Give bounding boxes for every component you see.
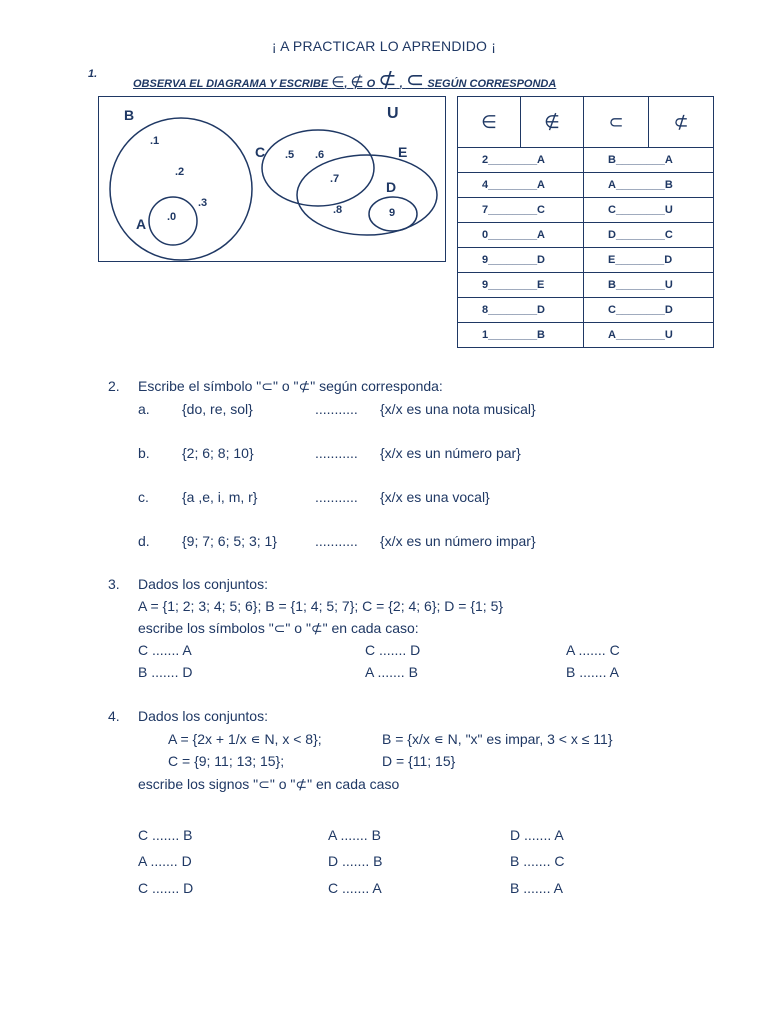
element-9: 9 bbox=[389, 207, 396, 219]
element-8: .8 bbox=[333, 204, 343, 216]
q2b-letter: b. bbox=[138, 445, 150, 461]
q4-instruction: escribe los signos "⊂" o "⊄" en cada caso bbox=[138, 776, 400, 792]
set-c-ellipse bbox=[262, 130, 374, 206]
q2c-blank[interactable]: ........... bbox=[315, 489, 358, 505]
q4-set-d: D = {11; 15} bbox=[382, 753, 456, 769]
q1-heading-end: SEGÚN CORRESPONDA bbox=[427, 78, 557, 90]
table-cell[interactable]: C________D bbox=[584, 298, 714, 323]
q4-item[interactable]: C ....... A bbox=[328, 880, 382, 896]
q4-item[interactable]: D ....... B bbox=[328, 853, 383, 869]
not-subset-symbol: ⊄ bbox=[378, 67, 397, 92]
set-b-circle bbox=[110, 118, 252, 260]
q2d-blank[interactable]: ........... bbox=[315, 533, 358, 549]
table-cell[interactable]: 7________C bbox=[458, 198, 584, 223]
table-cell[interactable]: D________C bbox=[584, 223, 714, 248]
q2a-blank[interactable]: ........... bbox=[315, 401, 358, 417]
q2b-blank[interactable]: ........... bbox=[315, 445, 358, 461]
header-subset: ⊂ bbox=[584, 97, 649, 147]
header-element-of: ∈ bbox=[458, 97, 521, 147]
q3-sets: A = {1; 2; 3; 4; 5; 6}; B = {1; 4; 5; 7}; C = {2; 4; 6}; D = {1; 5} bbox=[138, 598, 504, 614]
q3-item[interactable]: A ....... C bbox=[566, 642, 620, 658]
header-not-subset: ⊄ bbox=[673, 111, 689, 132]
set-e-ellipse bbox=[297, 155, 437, 235]
element-of-symbol: ∈ bbox=[331, 74, 345, 91]
table-row bbox=[458, 248, 714, 273]
table-cell[interactable]: 4________A bbox=[458, 173, 584, 198]
page-title: ¡ A PRACTICAR LO APRENDIDO ¡ bbox=[271, 38, 497, 54]
element-5: .5 bbox=[285, 149, 295, 161]
q4-item[interactable]: C ....... B bbox=[138, 827, 193, 843]
q2d-set: {9; 7; 6; 5; 3; 1} bbox=[182, 533, 277, 549]
table-cell[interactable]: E________D bbox=[584, 248, 714, 273]
table-cell[interactable]: 9________E bbox=[458, 273, 584, 298]
q2-number: 2. bbox=[108, 378, 120, 394]
set-c-label: C bbox=[255, 144, 266, 160]
q3-item[interactable]: A ....... B bbox=[365, 664, 418, 680]
q3-item[interactable]: C ....... D bbox=[365, 642, 421, 658]
q3-item[interactable]: C ....... A bbox=[138, 642, 192, 658]
table-cell[interactable]: 1________B bbox=[458, 323, 584, 348]
table-row bbox=[458, 273, 714, 298]
q4-item[interactable]: B ....... C bbox=[510, 853, 565, 869]
q4-item[interactable]: A ....... B bbox=[328, 827, 381, 843]
table-row bbox=[458, 298, 714, 323]
q4-item[interactable]: A ....... D bbox=[138, 853, 192, 869]
set-a-label: A bbox=[136, 216, 147, 232]
q4-item[interactable]: D ....... A bbox=[510, 827, 564, 843]
q3-item[interactable]: B ....... D bbox=[138, 664, 193, 680]
set-d-label: D bbox=[386, 179, 397, 195]
table-row bbox=[458, 198, 714, 223]
table-cell[interactable]: 0________A bbox=[458, 223, 584, 248]
q2a-letter: a. bbox=[138, 401, 150, 417]
venn-diagram bbox=[98, 96, 446, 262]
q4-set-a: A = {2x + 1/x ∊ N, x < 8}; bbox=[168, 731, 322, 747]
element-7: .7 bbox=[330, 173, 340, 185]
element-3: .3 bbox=[198, 197, 208, 209]
header-cell-right bbox=[584, 97, 714, 148]
q1-heading bbox=[133, 67, 556, 93]
table-row bbox=[458, 148, 714, 173]
comma-1: , bbox=[344, 78, 348, 90]
q4-intro: Dados los conjuntos: bbox=[138, 708, 268, 724]
q3-item[interactable]: B ....... A bbox=[566, 664, 619, 680]
q1-number: 1. bbox=[88, 68, 98, 80]
table-cell[interactable]: B________U bbox=[584, 273, 714, 298]
comma-2: , bbox=[399, 78, 403, 90]
element-0: .0 bbox=[167, 211, 177, 223]
table-cell[interactable]: A________B bbox=[584, 173, 714, 198]
set-u-label: U bbox=[387, 105, 399, 122]
q2a-condition: {x/x es una nota musical} bbox=[380, 401, 536, 417]
q3-intro: Dados los conjuntos: bbox=[138, 576, 268, 592]
q3-number: 3. bbox=[108, 576, 120, 592]
subset-symbol: ⊂ bbox=[405, 67, 425, 92]
table-row bbox=[458, 223, 714, 248]
element-1: .1 bbox=[150, 135, 160, 147]
q2-prompt: Escribe el símbolo "⊂" o "⊄" según corresponda: bbox=[138, 378, 443, 394]
not-element-of-symbol: ∉ bbox=[350, 74, 364, 91]
q1-heading-o: O bbox=[366, 78, 376, 90]
set-e-label: E bbox=[398, 144, 408, 160]
answer-table bbox=[457, 96, 714, 348]
element-2: .2 bbox=[175, 166, 185, 178]
q2b-set: {2; 6; 8; 10} bbox=[182, 445, 254, 461]
header-not-element-of: ∉ bbox=[544, 111, 560, 132]
set-b-label: B bbox=[124, 107, 135, 123]
q4-item[interactable]: C ....... D bbox=[138, 880, 194, 896]
q4-number: 4. bbox=[108, 708, 120, 724]
table-row bbox=[458, 323, 714, 348]
q2c-letter: c. bbox=[138, 489, 149, 505]
q2a-set: {do, re, sol} bbox=[182, 401, 253, 417]
table-cell[interactable]: 8________D bbox=[458, 298, 584, 323]
table-cell[interactable]: B________A bbox=[584, 148, 714, 173]
table-row bbox=[458, 173, 714, 198]
q2d-letter: d. bbox=[138, 533, 150, 549]
q4-set-c: C = {9; 11; 13; 15}; bbox=[168, 753, 285, 769]
table-cell[interactable]: 2________A bbox=[458, 148, 584, 173]
table-cell[interactable]: 9________D bbox=[458, 248, 584, 273]
q2b-condition: {x/x es un número par} bbox=[380, 445, 521, 461]
table-cell[interactable]: A________U bbox=[584, 323, 714, 348]
element-6: .6 bbox=[315, 149, 325, 161]
q3-instruction: escribe los símbolos "⊂" o "⊄" en cada caso: bbox=[138, 620, 419, 636]
table-cell[interactable]: C________U bbox=[584, 198, 714, 223]
q2c-condition: {x/x es una vocal} bbox=[380, 489, 490, 505]
q1-heading-text: OBSERVA EL DIAGRAMA Y ESCRIBE bbox=[133, 78, 329, 90]
q4-item[interactable]: B ....... A bbox=[510, 880, 563, 896]
q4-set-b: B = {x/x ∊ N, "x" es impar, 3 < x ≤ 11} bbox=[382, 731, 613, 747]
q2c-set: {a ,e, i, m, r} bbox=[182, 489, 258, 505]
q2d-condition: {x/x es un número impar} bbox=[380, 533, 536, 549]
header-cell-left bbox=[458, 97, 584, 148]
